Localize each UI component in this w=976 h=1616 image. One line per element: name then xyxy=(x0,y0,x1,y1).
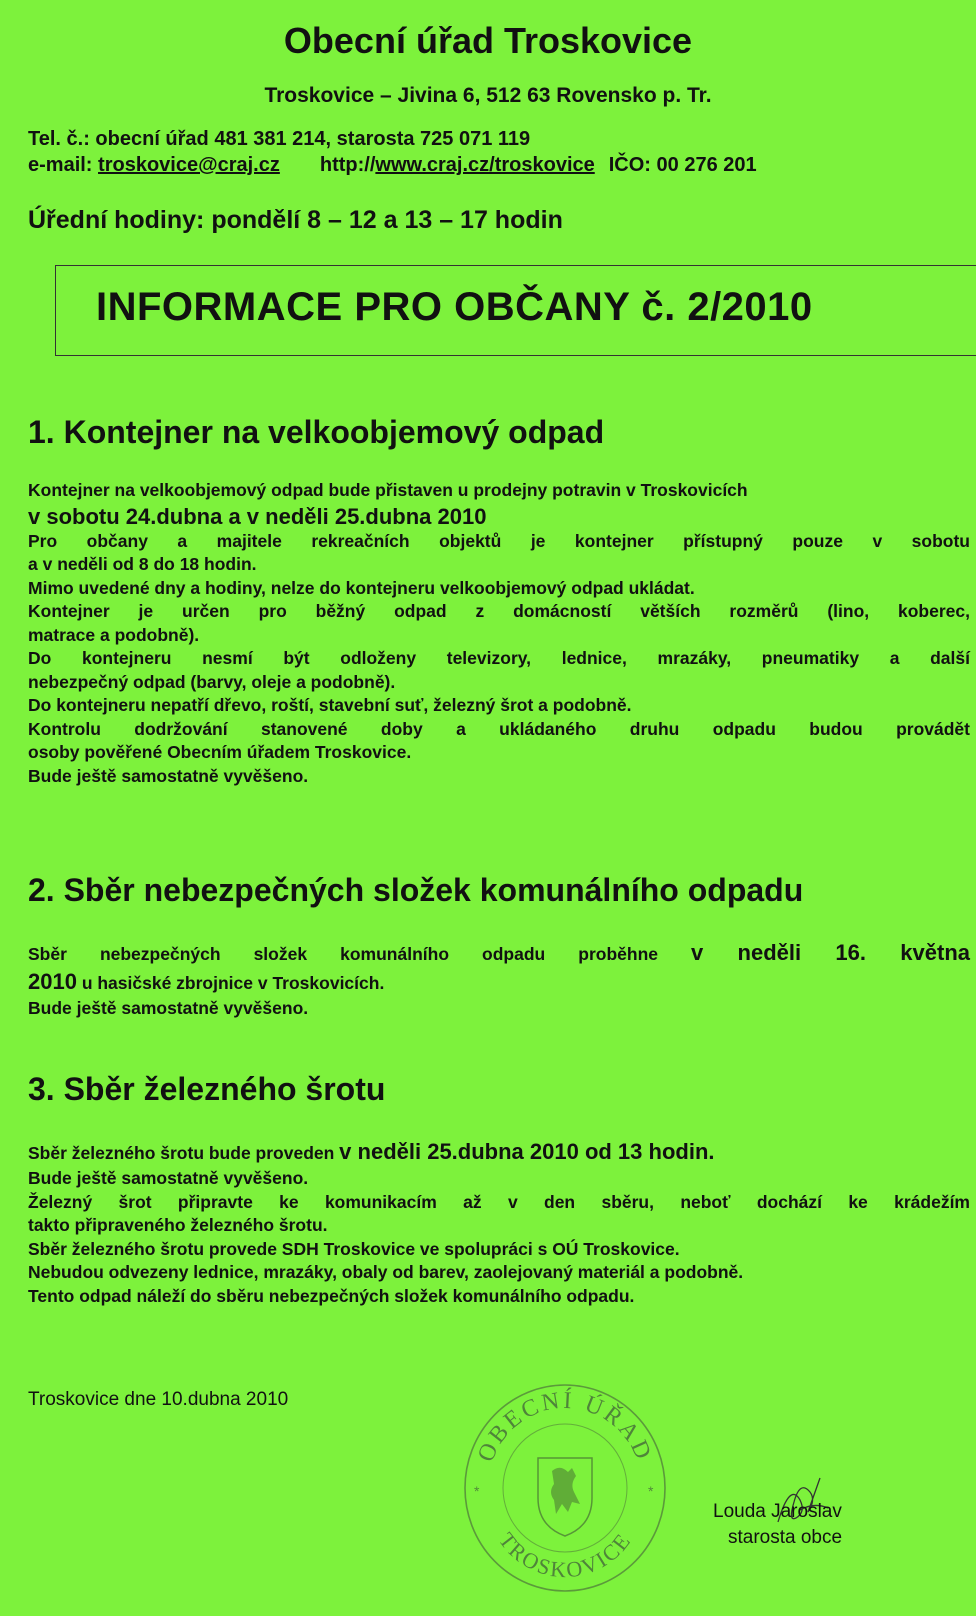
section2-year: 2010 xyxy=(28,969,77,994)
section2-line: Bude ještě samostatně vyvěšeno. xyxy=(28,998,309,1018)
section1-line: Kontrolu dodržování stanovené doby a ukládaného druhu odpadu budou provádět xyxy=(28,718,970,739)
web-link[interactable]: www.craj.cz/troskovice xyxy=(375,154,595,176)
svg-text:*: * xyxy=(474,1483,480,1499)
section1-heading: 1. Kontejner na velkoobjemový odpad xyxy=(28,414,605,450)
section3-line: Nebudou odvezeny lednice, mrazáky, obaly od barev, zaolejovaný materiál a podobně. xyxy=(28,1262,744,1282)
section1-line: Do kontejneru nepatří dřevo, roští, stavební suť, železný šrot a podobně. xyxy=(28,695,632,715)
section1-line: Kontejner je určen pro běžný odpad z domácností větších rozměrů (lino, koberec, xyxy=(28,601,970,621)
section2-date: v neděli 16. května xyxy=(691,940,970,965)
section1-line: Mimo uvedené dny a hodiny, nelze do kontejneru velkoobjemový odpad ukládat. xyxy=(28,577,695,598)
web-prefix: http:// xyxy=(319,154,376,176)
section1-body xyxy=(28,479,970,788)
section3-heading: 3. Sběr železného šrotu xyxy=(28,1071,386,1107)
stamp-top-text: OBECNÍ ÚŘAD xyxy=(472,1387,658,1466)
office-title: Obecní úřad Troskovice xyxy=(283,20,693,61)
section1-line: Pro občany a majitele rekreačních objektů je kontejner přístupný pouze v sobotu xyxy=(28,530,970,551)
section3-line: Tento odpad náleží do sběru nebezpečných složek komunálního odpadu. xyxy=(28,1285,635,1306)
section1-line: Bude ještě samostatně vyvěšeno. xyxy=(28,765,309,786)
info-banner xyxy=(55,265,976,356)
section2-line xyxy=(28,968,970,997)
section1-line: a v neděli od 8 do 18 hodin. xyxy=(28,554,257,574)
office-address: Troskovice – Jivina 6, 512 63 Rovensko p. Tr. xyxy=(264,84,712,107)
section1-line: Kontejner na velkoobjemový odpad bude přistaven u prodejny potravin v Troskovicích xyxy=(28,480,748,500)
section2-heading: 2. Sběr nebezpečných složek komunálního odpadu xyxy=(28,872,804,908)
svg-text:*: * xyxy=(648,1483,654,1499)
section3-line: takto připraveného železného šrotu. xyxy=(28,1215,328,1235)
email-label: e-mail: xyxy=(28,154,99,176)
section3-text: Sběr železného šrotu bude proveden xyxy=(28,1143,340,1163)
issue-date: Troskovice dne 10.dubna 2010 xyxy=(28,1389,289,1410)
ico-number: IČO: 00 276 201 xyxy=(608,154,757,176)
section2-line xyxy=(28,939,970,968)
office-hours: Úřední hodiny: pondělí 8 – 12 a 13 – 17 hodin xyxy=(28,206,563,234)
section2-text: u hasičské zbrojnice v Troskovicích. xyxy=(76,973,385,993)
svg-text:OBECNÍ ÚŘAD xyxy=(473,1388,657,1466)
section3-body xyxy=(28,1138,970,1308)
section3-date: v neděli 25.dubna 2010 od 13 hodin. xyxy=(339,1139,715,1164)
signer-role: starosta obce xyxy=(728,1527,843,1548)
contact-line xyxy=(28,154,757,177)
section2-body xyxy=(28,939,970,1021)
stamp-bottom-text: TROSKOVICE xyxy=(493,1527,637,1583)
banner-title: INFORMACE PRO OBČANY č. 2/2010 xyxy=(96,285,813,329)
section1-line: osoby pověřené Obecním úřadem Troskovice. xyxy=(28,742,412,762)
section1-line: Do kontejneru nesmí být odloženy televizory, lednice, mrazáky, pneumatiky a další xyxy=(28,648,970,668)
coat-of-arms-icon xyxy=(538,1458,592,1536)
section3-line: Železný šrot připravte ke komunikacím až v den sběru, neboť dochází ke krádežím xyxy=(28,1191,970,1212)
section3-line xyxy=(28,1138,970,1167)
signer-name: Louda Jaroslav xyxy=(713,1501,842,1522)
section1-line: matrace a podobně). xyxy=(28,624,200,645)
section3-line: Sběr železného šrotu provede SDH Troskovice ve spolupráci s OÚ Troskovice. xyxy=(28,1238,680,1259)
section1-date: v sobotu 24.dubna a v neděli 25.dubna 2010 xyxy=(28,503,487,529)
section2-text: Sběr nebezpečných složek komunálního odpadu proběhne xyxy=(28,944,692,964)
section1-line: nebezpečný odpad (barvy, oleje a podobně). xyxy=(28,671,396,692)
office-stamp xyxy=(460,1376,670,1596)
section3-line: Bude ještě samostatně vyvěšeno. xyxy=(28,1168,309,1188)
email-link[interactable]: troskovice@craj.cz xyxy=(98,154,280,176)
phone-line: Tel. č.: obecní úřad 481 381 214, starosta 725 071 119 xyxy=(28,128,531,150)
